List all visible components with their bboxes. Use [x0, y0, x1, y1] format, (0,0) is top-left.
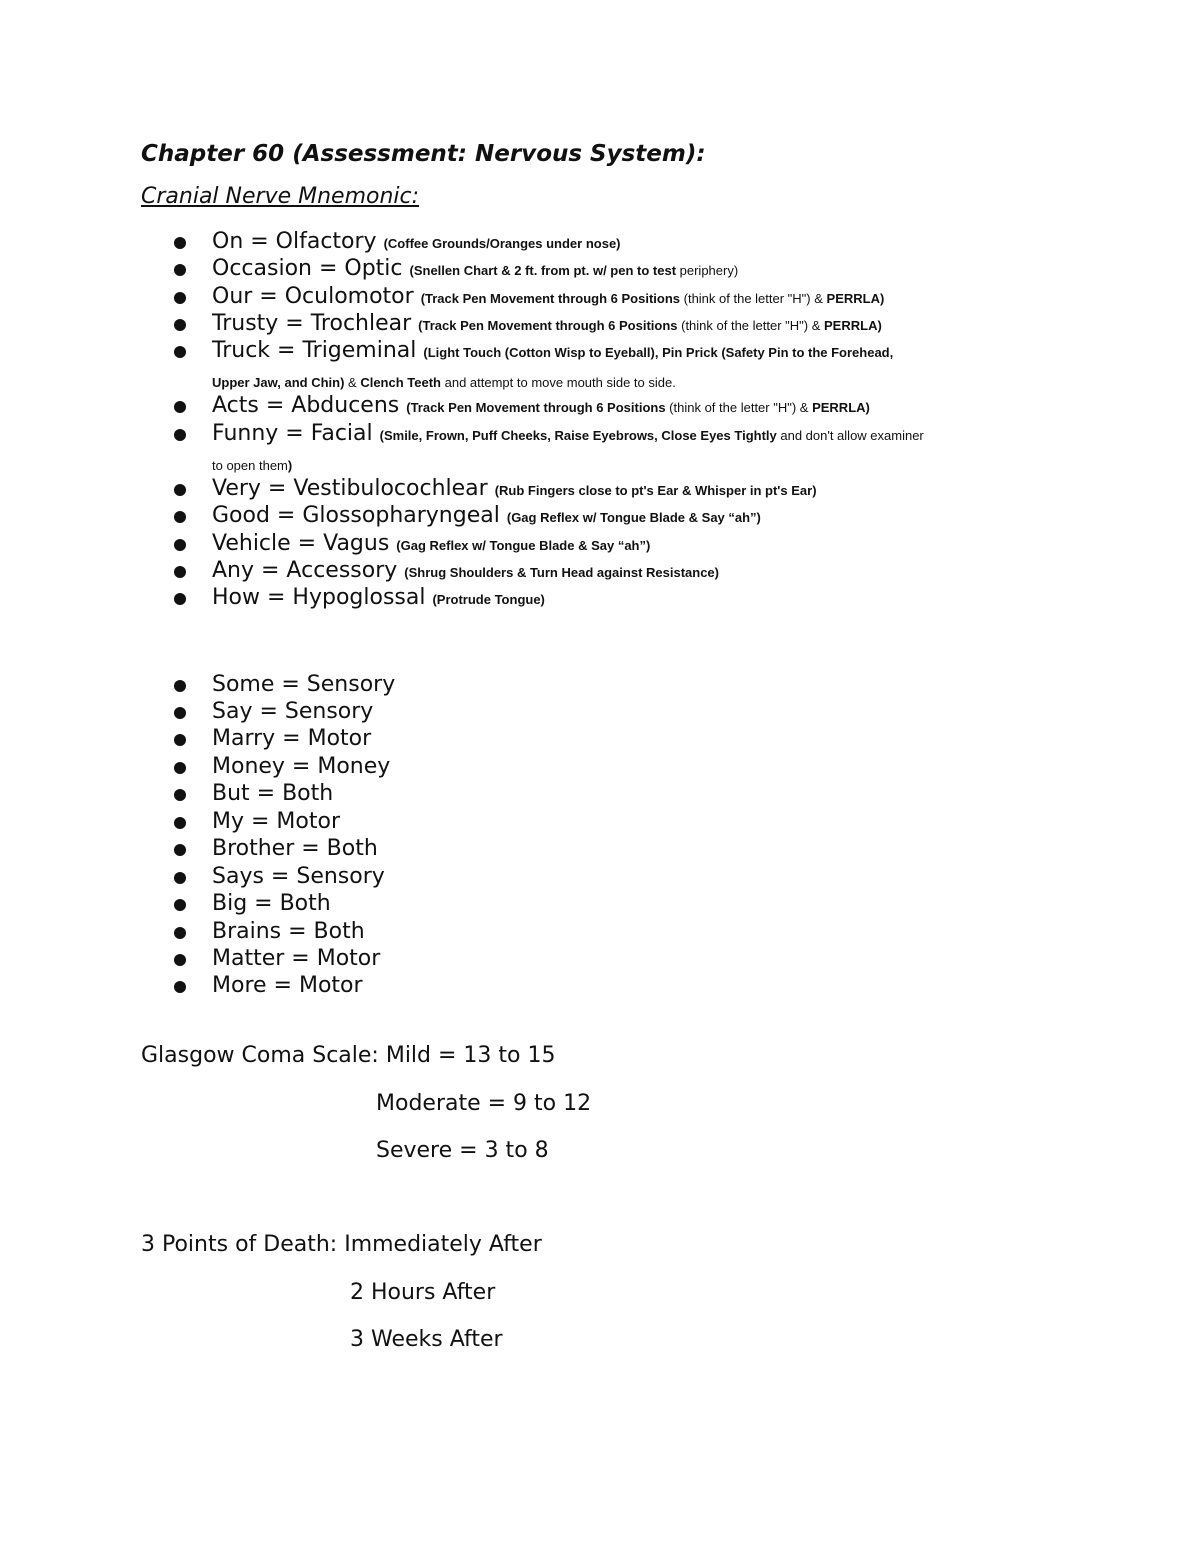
nerve-test-bold: (Smile, Frown, Puff Cheeks, Raise Eyebrows, Close Eyes Tightly — [379, 428, 777, 443]
cranial-nerve-item — [212, 337, 893, 367]
nerve-function-item — [212, 808, 340, 836]
nerve-function-item — [212, 780, 333, 808]
nerve-function-text: Big = Both — [212, 891, 331, 916]
bullet-icon — [174, 872, 186, 884]
nerve-function-item — [212, 863, 385, 891]
nerve-function-text: Some = Sensory — [212, 672, 396, 697]
bullet-icon — [174, 429, 186, 441]
nerve-mnemonic: Vehicle = Vagus — [212, 531, 390, 556]
nerve-test-bold: PERRLA) — [812, 400, 870, 415]
nerve-mnemonic: Occasion = Optic — [212, 256, 403, 281]
nerve-function-text: Matter = Motor — [212, 946, 381, 971]
cranial-nerve-item — [212, 310, 882, 340]
nerve-mnemonic: Our = Oculomotor — [212, 284, 414, 309]
bullet-icon — [174, 401, 186, 413]
glasgow-scale-severe: Severe = 3 to 8 — [376, 1138, 549, 1163]
bullet-icon — [174, 539, 186, 551]
nerve-test-bold: (Snellen Chart & 2 ft. from pt. w/ pen to test — [409, 263, 677, 278]
nerve-test-note: (think of the letter "H") & — [665, 400, 813, 415]
nerve-test-bold: (Light Touch (Cotton Wisp to Eyeball), Pin Prick (Safety Pin to the Forehead, — [423, 345, 894, 360]
nerve-test-bold: (Coffee Grounds/Oranges under nose) — [383, 236, 621, 251]
nerve-test-bold: (Rub Fingers close to pt's Ear & Whisper in pt's Ear) — [494, 483, 817, 498]
bullet-icon — [174, 954, 186, 966]
nerve-test-bold: (Track Pen Movement through 6 Positions — [406, 400, 666, 415]
bullet-icon — [174, 899, 186, 911]
cranial-nerve-item-continued — [212, 373, 676, 393]
bullet-icon — [174, 844, 186, 856]
nerve-test-note: and attempt to move mouth side to side. — [441, 375, 676, 390]
nerve-function-text: Say = Sensory — [212, 699, 374, 724]
bullet-icon — [174, 680, 186, 692]
bullet-icon — [174, 484, 186, 496]
bullet-icon — [174, 789, 186, 801]
nerve-test-note: and don't allow examiner — [776, 428, 924, 443]
nerve-mnemonic: How = Hypoglossal — [212, 585, 426, 610]
cranial-nerve-item — [212, 392, 870, 422]
nerve-test-bold: Upper Jaw, and Chin) — [212, 375, 345, 390]
bullet-icon — [174, 566, 186, 578]
bullet-icon — [174, 817, 186, 829]
nerve-test-bold: PERRLA) — [824, 318, 882, 333]
nerve-mnemonic: Acts = Abducens — [212, 393, 400, 418]
nerve-function-text: Brains = Both — [212, 919, 365, 944]
bullet-icon — [174, 292, 186, 304]
nerve-mnemonic: Funny = Facial — [212, 421, 373, 446]
nerve-mnemonic: On = Olfactory — [212, 229, 377, 254]
nerve-function-item — [212, 945, 380, 973]
bullet-icon — [174, 319, 186, 331]
nerve-function-text: Marry = Motor — [212, 726, 372, 751]
nerve-function-text: Money = Money — [212, 754, 391, 779]
bullet-icon — [174, 593, 186, 605]
bullet-icon — [174, 707, 186, 719]
nerve-function-text: Brother = Both — [212, 836, 378, 861]
bullet-icon — [174, 237, 186, 249]
nerve-test-bold: (Protrude Tongue) — [432, 592, 545, 607]
nerve-function-item — [212, 725, 371, 753]
nerve-test-note: periphery) — [676, 263, 739, 278]
cranial-nerve-item-continued — [212, 456, 292, 476]
cranial-nerve-item — [212, 255, 738, 285]
bullet-icon — [174, 346, 186, 358]
cranial-nerve-item — [212, 557, 719, 587]
glasgow-scale-moderate: Moderate = 9 to 12 — [376, 1091, 592, 1116]
nerve-function-item — [212, 753, 390, 781]
nerve-test-bold: (Gag Reflex w/ Tongue Blade & Say “ah”) — [506, 510, 761, 525]
nerve-function-item — [212, 835, 378, 863]
cranial-nerve-item — [212, 530, 650, 560]
bullet-icon — [174, 264, 186, 276]
nerve-test-bold: (Track Pen Movement through 6 Positions — [418, 318, 678, 333]
nerve-test-note: to open them — [212, 458, 288, 473]
cranial-nerve-item — [212, 584, 545, 614]
nerve-function-item — [212, 698, 373, 726]
bullet-icon — [174, 927, 186, 939]
nerve-mnemonic: Very = Vestibulocochlear — [212, 476, 488, 501]
nerve-function-item — [212, 918, 365, 946]
cranial-nerve-item — [212, 475, 817, 505]
nerve-test-bold: (Track Pen Movement through 6 Positions — [420, 291, 681, 306]
cranial-nerve-item — [212, 502, 761, 532]
bullet-icon — [174, 981, 186, 993]
bullet-icon — [174, 511, 186, 523]
death-points-three-weeks: 3 Weeks After — [350, 1327, 503, 1352]
nerve-test-note: (think of the letter "H") & — [677, 318, 825, 333]
nerve-function-text: But = Both — [212, 781, 334, 806]
bullet-icon — [174, 734, 186, 746]
nerve-test-bold: ) — [287, 458, 293, 473]
nerve-function-item — [212, 671, 395, 699]
death-points-two-hours: 2 Hours After — [350, 1280, 496, 1305]
nerve-test-bold: (Shrug Shoulders & Turn Head against Resistance) — [404, 565, 719, 580]
cranial-nerve-item — [212, 420, 924, 450]
death-points-immediately: 3 Points of Death: Immediately After — [141, 1232, 542, 1257]
nerve-mnemonic: Trusty = Trochlear — [212, 311, 412, 336]
nerve-test-bold: PERRLA) — [826, 291, 885, 306]
nerve-test-note: (think of the letter "H") & — [680, 291, 827, 306]
nerve-mnemonic: Any = Accessory — [212, 558, 398, 583]
nerve-test-note: & — [344, 375, 361, 390]
nerve-function-text: Says = Sensory — [212, 864, 385, 889]
nerve-mnemonic: Truck = Trigeminal — [212, 338, 417, 363]
nerve-function-item — [212, 890, 331, 918]
nerve-function-text: My = Motor — [212, 809, 340, 834]
nerve-function-text: More = Motor — [212, 973, 363, 998]
nerve-test-bold: (Gag Reflex w/ Tongue Blade & Say “ah”) — [396, 538, 651, 553]
page-title: Chapter 60 (Assessment: Nervous System): — [141, 141, 706, 167]
cranial-nerve-item — [212, 228, 621, 258]
glasgow-scale-mild: Glasgow Coma Scale: Mild = 13 to 15 — [141, 1043, 556, 1068]
nerve-function-item — [212, 972, 363, 1000]
nerve-test-bold: Clench Teeth — [360, 375, 441, 390]
cranial-nerve-item — [212, 283, 884, 313]
bullet-icon — [174, 762, 186, 774]
nerve-mnemonic: Good = Glossopharyngeal — [212, 503, 500, 528]
section-subtitle: Cranial Nerve Mnemonic: — [141, 184, 420, 209]
